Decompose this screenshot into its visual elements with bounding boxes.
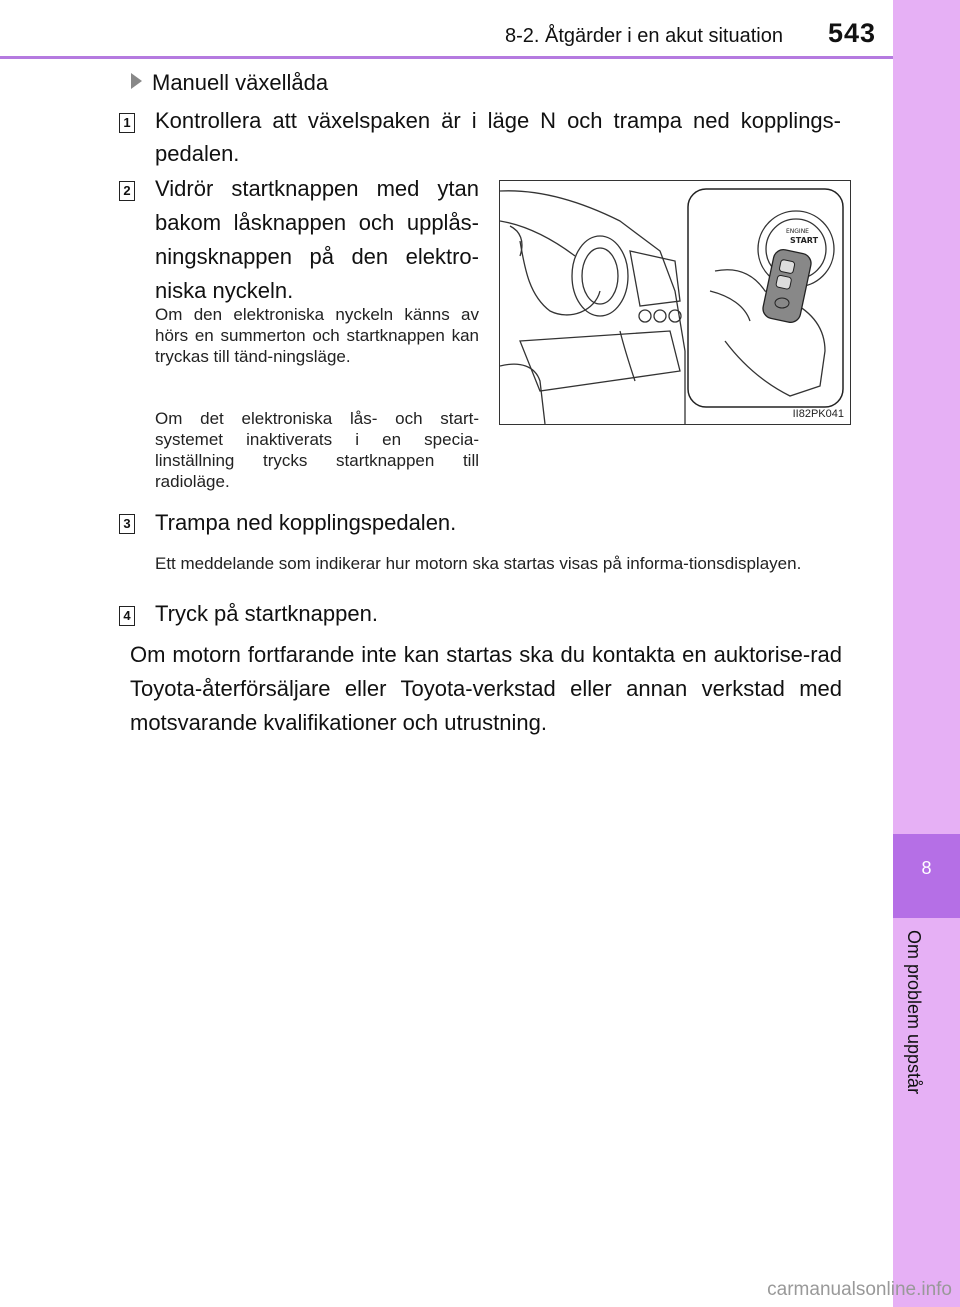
- svg-text:START: START: [790, 236, 819, 245]
- triangle-bullet-icon: [131, 73, 142, 89]
- illustration: [499, 180, 851, 425]
- start-button-illustration: [500, 181, 850, 424]
- step-3-text: Trampa ned kopplingspedalen.: [155, 510, 457, 535]
- figure-code: II82PK041: [792, 408, 844, 420]
- chapter-number: 8: [921, 858, 932, 878]
- header-rule: [0, 56, 893, 59]
- page-number: 543: [828, 18, 877, 48]
- step-1-text: Kontrollera att växelspaken är i läge N och trampa ned kopplings-pedalen.: [155, 108, 841, 166]
- section-title: 8-2. Åtgärder i en akut situation: [505, 25, 783, 47]
- side-tab: [893, 0, 960, 1307]
- step-2-note-a: Om den elektroniska nyckeln känns av hörs en summerton och startknappen kan tryckas till tänd-ningsläge.: [155, 305, 479, 366]
- closing-paragraph: Om motorn fortfarande inte kan startas ska du kontakta en auktorise-rad Toyota-återförsäljare eller Toyota-verkstad eller annan verkstad med motsvarande kvalifikationer och utrustning.: [130, 642, 842, 735]
- step-2-text: Vidrör startknappen med ytan bakom låsknappen och upplås-ningsknappen på den elektro-niska nyckeln.: [155, 176, 479, 303]
- bullet-heading: [131, 70, 328, 96]
- step-number-3: 3: [119, 514, 135, 534]
- step-number-1: 1: [119, 113, 135, 133]
- watermark: carmanualsonline.info: [767, 1279, 952, 1300]
- step-2-note-b: Om det elektroniska lås- och start-systemet inaktiverats i en specia-linställning trycks startknappen till radioläge.: [155, 409, 479, 491]
- step-number-2: 2: [119, 181, 135, 201]
- svg-text:ENGINE: ENGINE: [786, 228, 809, 235]
- step-3-note: Ett meddelande som indikerar hur motorn ska startas visas på informa-tionsdisplayen.: [155, 554, 802, 573]
- bullet-heading-text: Manuell växellåda: [152, 70, 329, 95]
- step-number-4: 4: [119, 606, 135, 626]
- step-4-text: Tryck på startknappen.: [155, 601, 378, 626]
- chapter-title: Om problem uppstår: [904, 930, 924, 1095]
